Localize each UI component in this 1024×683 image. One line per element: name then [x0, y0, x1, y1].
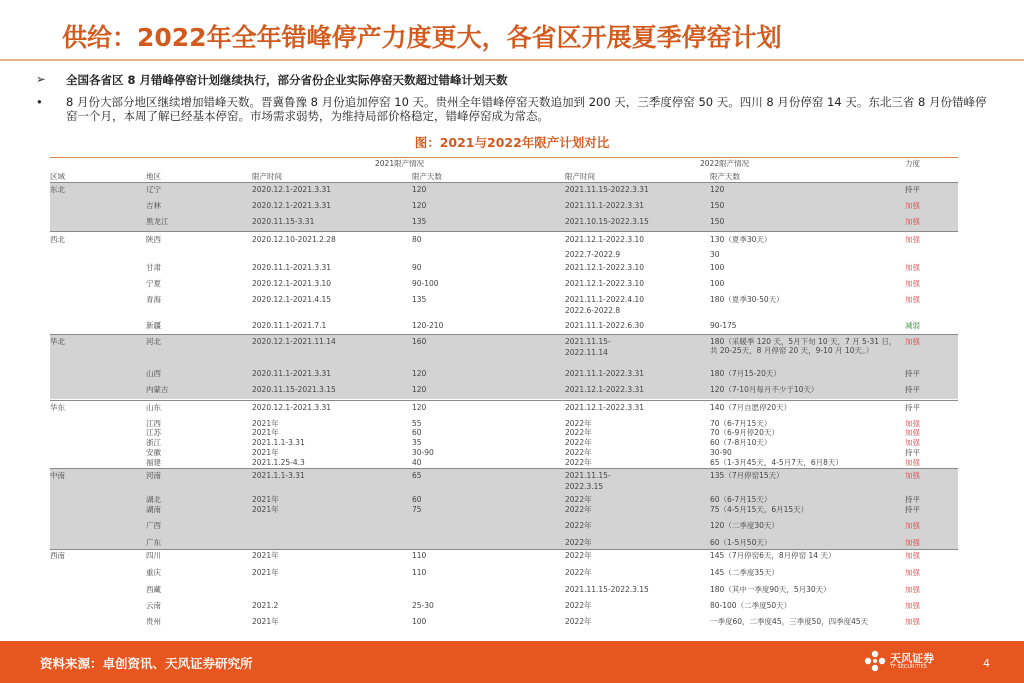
time-2021-cell: 2020.12.1-2021.11.14: [252, 337, 336, 346]
force-cell: 加强: [905, 585, 920, 594]
time-2022-cell: 2021.12.1-2022.3.10: [565, 279, 645, 288]
time-2022-cell: 2021.12.1-2022.3.31: [565, 385, 645, 394]
force-cell: 加强: [905, 617, 920, 626]
col-region: 区域: [50, 172, 65, 181]
logo-name: 天风证券: [890, 652, 934, 665]
province-cell: 辽宁: [146, 185, 161, 194]
province-cell: 陕西: [146, 235, 161, 244]
time-2022-cell: 2022年: [565, 428, 592, 437]
province-cell: 福建: [146, 458, 161, 467]
time-2022-cell: 2022年: [565, 521, 592, 530]
time-2022-cell: 2021.11.1-2022.6.30: [565, 321, 645, 330]
col-province: 地区: [146, 172, 161, 181]
days-2021-cell: 120: [412, 185, 427, 194]
title-rule: [0, 59, 1024, 61]
days-2022-cell: 80-100（二季度50天）: [710, 601, 792, 610]
days-2021-cell: 120-210: [412, 321, 444, 330]
province-cell: 山东: [146, 403, 161, 412]
time-2022-cell: 2022年: [565, 551, 592, 560]
days-2021-cell: 30-90: [412, 448, 434, 457]
time-2021-cell: 2020.12.1-2021.3.10: [252, 279, 332, 288]
days-2022-cell: 一季度60，二季度45，三季度50，四季度45天: [710, 617, 869, 626]
time-2022-cell: 2021.11.1-2022.3.31: [565, 201, 645, 210]
days-2021-cell: 120: [412, 403, 427, 412]
time-2022-cell: 2021.12.1-2022.3.10: [565, 263, 645, 272]
sep-huadong: [50, 400, 958, 401]
province-cell: 湖南: [146, 505, 161, 514]
time-2022-cell: 2021.11.15-2022.3.15: [565, 585, 649, 594]
force-cell: 加强: [905, 235, 920, 244]
province-cell: 江西: [146, 419, 161, 428]
region-cell: 东北: [50, 185, 65, 194]
province-cell: 浙江: [146, 438, 161, 447]
time-2022-cell: 2022年: [565, 617, 592, 626]
days-2021-cell: 135: [412, 295, 427, 304]
days-2021-cell: 90-100: [412, 279, 439, 288]
days-2022-cell: 100: [710, 279, 725, 288]
province-cell: 河南: [146, 471, 161, 480]
sep-xibei: [50, 231, 958, 232]
col-time-2021: 限产时间: [252, 172, 282, 181]
force-cell: 加强: [905, 538, 920, 547]
time-2021-cell: 2021.1.1-3.31: [252, 471, 305, 480]
sep-xinan: [50, 549, 958, 550]
days-2022-cell: 65（1-3月45天，4-5月7天，6月8天）: [710, 458, 843, 467]
force-cell: 持平: [905, 369, 920, 378]
time-2022-cell: 2022年: [565, 568, 592, 577]
province-cell: 山西: [146, 369, 161, 378]
time-2022-cell: 2021.11.15-: [565, 337, 611, 346]
days-2022-cell: 100: [710, 263, 725, 272]
time-2022-cell: 2021.11.15-2022.3.31: [565, 185, 649, 194]
time-2021-cell: 2021年: [252, 428, 279, 437]
province-cell: 新疆: [146, 321, 161, 330]
time-2022-cell: 2022年: [565, 448, 592, 457]
days-2022-cell: 60（7-8月10天）: [710, 438, 772, 447]
time-2021-cell: 2021年: [252, 568, 279, 577]
col-time-2022: 限产时间: [565, 172, 595, 181]
days-2021-cell: 55: [412, 419, 422, 428]
time-2022-cell: 2022.3.15: [565, 482, 604, 491]
days-2022-cell: 135（7月停窑15天）: [710, 471, 784, 480]
bullet-summary-text: 全国各省区 8 月错峰停窑计划继续执行，部分省份企业实际停窑天数超过错峰计划天数: [66, 73, 508, 87]
days-2022-cell: 120: [710, 185, 725, 194]
time-2022-cell: 2021.12.1-2022.3.10: [565, 235, 645, 244]
tf-logo-icon: [862, 648, 888, 674]
time-2021-cell: 2020.12.1-2021.3.31: [252, 201, 332, 210]
region-cell: 华北: [50, 337, 65, 346]
time-2022-cell: 2022年: [565, 505, 592, 514]
force-cell: 加强: [905, 337, 920, 346]
time-2021-cell: 2021年: [252, 419, 279, 428]
days-2021-cell: 35: [412, 438, 422, 447]
province-cell: 安徽: [146, 448, 161, 457]
days-2022-cell: 70（6-7月15天）: [710, 419, 772, 428]
time-2022-cell: 2021.11.1-2022.3.31: [565, 369, 645, 378]
time-2021-cell: 2021年: [252, 551, 279, 560]
force-cell: 加强: [905, 201, 920, 210]
header-force: 力度: [905, 159, 920, 168]
days-2022-cell: 30: [710, 250, 720, 259]
time-2022-cell: 2022年: [565, 458, 592, 467]
days-2022-cell: 180（7月15-20天）: [710, 369, 781, 378]
header-2022: 2022限产情况: [700, 159, 750, 168]
time-2021-cell: 2020.11.15-2021.3.15: [252, 385, 336, 394]
force-cell: 加强: [905, 279, 920, 288]
time-2022-cell: 2022年: [565, 438, 592, 447]
province-cell: 西藏: [146, 585, 161, 594]
time-2021-cell: 2020.11.1-2021.3.31: [252, 369, 332, 378]
time-2022-cell: 2022.6-2022.8: [565, 306, 621, 315]
time-2022-cell: 2022.7-2022.9: [565, 250, 621, 259]
time-2022-cell: 2021.11.1-2022.4.10: [565, 295, 645, 304]
force-cell: 持平: [905, 505, 920, 514]
days-2022-cell: 150: [710, 217, 725, 226]
time-2021-cell: 2021年: [252, 617, 279, 626]
days-2022-cell: 145（二季度35天）: [710, 568, 779, 577]
province-cell: 重庆: [146, 568, 161, 577]
province-cell: 内蒙古: [146, 385, 169, 394]
time-2021-cell: 2020.11.15-3.31: [252, 217, 315, 226]
table-top-rule: [50, 157, 958, 158]
days-2021-cell: 135: [412, 217, 427, 226]
time-2021-cell: 2021.1.25-4.3: [252, 458, 305, 467]
days-2021-cell: 110: [412, 551, 427, 560]
time-2022-cell: 2021.12.1-2022.3.31: [565, 403, 645, 412]
force-cell: 加强: [905, 568, 920, 577]
force-cell: 加强: [905, 438, 920, 447]
days-2021-cell: 90: [412, 263, 422, 272]
time-2021-cell: 2021.1.1-3.31: [252, 438, 305, 447]
days-2021-cell: 25-30: [412, 601, 434, 610]
header-2021: 2021限产情况: [375, 159, 425, 168]
days-2022-cell: 180（采暖季 120 天，5月下旬 10 天，7 月 5-31 日，共 20-25天，8 月停窑 20 天，9-10 月 10天。）: [710, 337, 897, 355]
force-cell: 持平: [905, 185, 920, 194]
force-cell: 加强: [905, 551, 920, 560]
time-2021-cell: 2021年: [252, 505, 279, 514]
days-2022-cell: 90-175: [710, 321, 737, 330]
days-2022-cell: 70（6-9月停20天）: [710, 428, 779, 437]
dot-bullet-icon: •: [36, 95, 43, 109]
province-cell: 吉林: [146, 201, 161, 210]
province-cell: 河北: [146, 337, 161, 346]
region-cell: 西北: [50, 235, 65, 244]
days-2021-cell: 75: [412, 505, 422, 514]
time-2021-cell: 2020.12.1-2021.4.15: [252, 295, 332, 304]
days-2022-cell: 120（二季度30天）: [710, 521, 779, 530]
days-2022-cell: 75（4-5月15天，6月15天）: [710, 505, 809, 514]
time-2022-cell: 2022年: [565, 538, 592, 547]
time-2022-cell: 2022年: [565, 495, 592, 504]
source-note: 资料来源：卓创资讯、天风证券研究所: [40, 656, 253, 671]
province-cell: 广西: [146, 521, 161, 530]
province-cell: 广东: [146, 538, 161, 547]
province-cell: 贵州: [146, 617, 161, 626]
force-cell: 加强: [905, 217, 920, 226]
page-number: 4: [983, 657, 990, 670]
sep-huabei: [50, 334, 958, 335]
force-cell: 加强: [905, 521, 920, 530]
days-2021-cell: 100: [412, 617, 427, 626]
force-cell: 持平: [905, 448, 920, 457]
region-cell: 西南: [50, 551, 65, 560]
days-2021-cell: 60: [412, 495, 422, 504]
restriction-table: [50, 153, 958, 641]
force-cell: 加强: [905, 419, 920, 428]
province-cell: 青海: [146, 295, 161, 304]
bullet-detail: [36, 95, 996, 123]
col-days-2021: 限产天数: [412, 172, 442, 181]
force-cell: 加强: [905, 295, 920, 304]
days-2022-cell: 180（夏季30-50天）: [710, 295, 784, 304]
time-2022-cell: 2022.11.14: [565, 348, 608, 357]
days-2021-cell: 60: [412, 428, 422, 437]
province-cell: 宁夏: [146, 279, 161, 288]
days-2022-cell: 120（7-10月每月不少于10天）: [710, 385, 819, 394]
time-2021-cell: 2021.2: [252, 601, 279, 610]
days-2021-cell: 65: [412, 471, 422, 480]
time-2022-cell: 2022年: [565, 419, 592, 428]
days-2021-cell: 120: [412, 385, 427, 394]
force-cell: 加强: [905, 428, 920, 437]
days-2022-cell: 60（6-7月15天）: [710, 495, 772, 504]
province-cell: 湖北: [146, 495, 161, 504]
force-cell: 加强: [905, 601, 920, 610]
logo-subtitle: TF SECURITIES: [890, 664, 927, 670]
table-caption: 图：2021与2022年限产计划对比: [414, 135, 610, 150]
time-2021-cell: 2020.12.1-2021.3.31: [252, 185, 332, 194]
force-cell: 持平: [905, 403, 920, 412]
province-cell: 云南: [146, 601, 161, 610]
days-2022-cell: 140（7月自愿停20天）: [710, 403, 792, 412]
time-2021-cell: 2020.12.10-2021.2.28: [252, 235, 336, 244]
days-2021-cell: 160: [412, 337, 427, 346]
force-cell: 持平: [905, 385, 920, 394]
province-cell: 甘肃: [146, 263, 161, 272]
days-2021-cell: 120: [412, 369, 427, 378]
time-2022-cell: 2021.10.15-2022.3.15: [565, 217, 649, 226]
days-2022-cell: 130（夏季30天）: [710, 235, 772, 244]
col-days-2022: 限产天数: [710, 172, 740, 181]
days-2022-cell: 145（7月停窑6天，8月停窑 14 天）: [710, 551, 836, 560]
time-2022-cell: 2021.11.15-: [565, 471, 611, 480]
force-cell: 持平: [905, 495, 920, 504]
province-cell: 江苏: [146, 428, 161, 437]
arrow-bullet-icon: ➢: [36, 72, 46, 86]
days-2021-cell: 110: [412, 568, 427, 577]
region-cell: 华东: [50, 403, 65, 412]
days-2022-cell: 30-90: [710, 448, 732, 457]
page-title: 供给：2022年全年错峰停产力度更大，各省区开展夏季停窑计划: [62, 23, 782, 52]
province-cell: 四川: [146, 551, 161, 560]
province-cell: 黑龙江: [146, 217, 169, 226]
time-2021-cell: 2021年: [252, 448, 279, 457]
region-cell: 中南: [50, 471, 65, 480]
force-cell: 减弱: [905, 321, 920, 330]
header-rule: [50, 182, 958, 183]
bullet-detail-text: 8 月份大部分地区继续增加错峰天数。晋冀鲁豫 8 月份追加停窑 10 天。贵州全年错峰停窑天数追加到 200 天，三季度停窑 50 天。四川 8 月份停窑 14 天。东北三省 8 月份错峰停窑一个月，本周了解已经基本停窑。市场需求弱势，为维持局部价格稳定，错峰停窑成为常态。: [66, 95, 987, 123]
days-2021-cell: 40: [412, 458, 422, 467]
force-cell: 加强: [905, 471, 920, 480]
time-2021-cell: 2020.12.1-2021.3.31: [252, 403, 332, 412]
days-2022-cell: 180（其中一季度90天，5月30天）: [710, 585, 831, 594]
time-2021-cell: 2020.11.1-2021.7.1: [252, 321, 327, 330]
days-2021-cell: 80: [412, 235, 422, 244]
force-cell: 加强: [905, 263, 920, 272]
sep-zhongnan: [50, 468, 958, 469]
time-2021-cell: 2020.11.1-2021.3.31: [252, 263, 332, 272]
time-2022-cell: 2022年: [565, 601, 592, 610]
days-2021-cell: 120: [412, 201, 427, 210]
days-2022-cell: 60（1-5月50天）: [710, 538, 772, 547]
time-2021-cell: 2021年: [252, 495, 279, 504]
force-cell: 加强: [905, 458, 920, 467]
days-2022-cell: 150: [710, 201, 725, 210]
